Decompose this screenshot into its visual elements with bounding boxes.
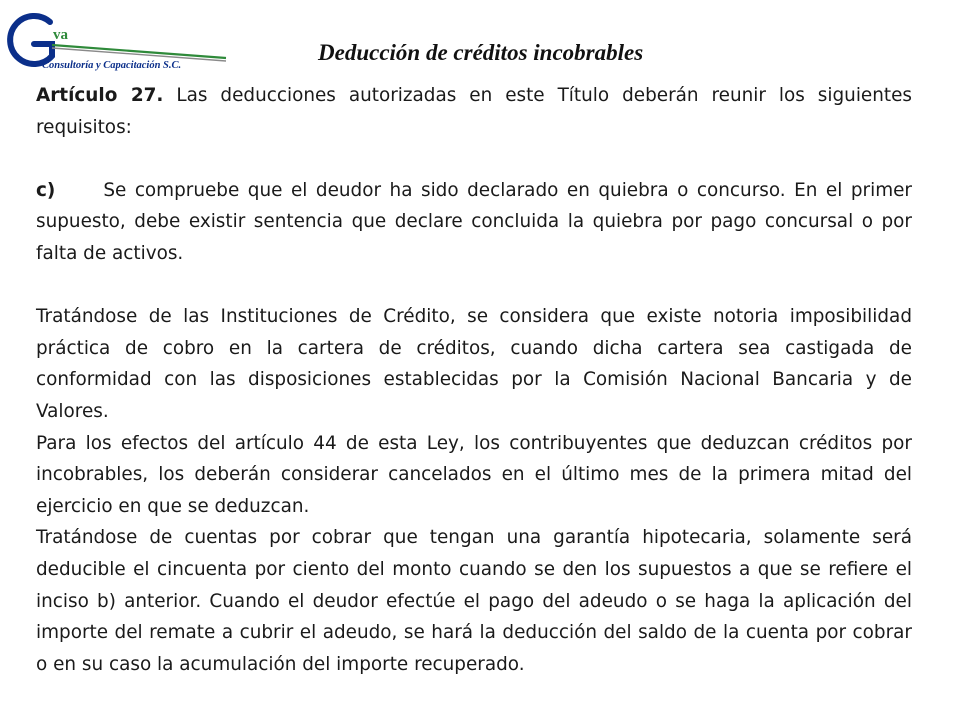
clause-c — [36, 175, 912, 270]
logo-va-letters: va — [53, 27, 68, 43]
paragraph-credit-institutions: Tratándose de las Instituciones de Crédito, se considera que existe notoria imposibilidad práctica de cobro en la cartera de créditos, cuando dicha cartera sea castigada de conformidad con las disposiciones establecidas por la Comisión Nacional Bancaria y de Valores. — [36, 306, 912, 422]
company-logo — [4, 8, 234, 76]
paragraph-mortgage-guarantee: Tratándose de cuentas por cobrar que tengan una garantía hipotecaria, solamente será deducible el cincuenta por ciento del monto cuando se den los supuestos a que se refiere el inciso b) anterior. Cuando el deudor efectúe el pago del adeudo o se haga la aplicación del importe del remate a cubrir el adeudo, se hará la deducción del saldo de la cuenta por cobrar o en su caso la acumulación del importe recuperado. — [36, 527, 912, 675]
logo-green-line — [52, 45, 226, 58]
page-title: Deducción de créditos incobrables — [318, 40, 644, 65]
article-label: Artículo 27. — [36, 85, 164, 106]
logo-g-letter — [10, 16, 52, 64]
paragraph-article-44: Para los efectos del artículo 44 de esta Ley, los contribuyentes que deduzcan créditos por incobrables, los deberán considerar cancelados en el último mes de la primera mitad del ejercicio en que se deduzcan. — [36, 432, 912, 517]
article-intro — [36, 80, 912, 143]
logo-caption: Consultoría y Capacitación S.C. — [42, 60, 182, 71]
article-body — [36, 80, 912, 680]
clause-label: c) — [36, 179, 56, 201]
clause-text: Se compruebe que el deudor ha sido declarado en quiebra o concurso. En el primer supuesto, debe existir sentencia que declare concluida la quiebra por pago concursal o por falta de activos. — [36, 179, 912, 264]
article-intro-text: Las deducciones autorizadas en este Título deberán reunir los siguientes requisitos: — [36, 85, 913, 138]
